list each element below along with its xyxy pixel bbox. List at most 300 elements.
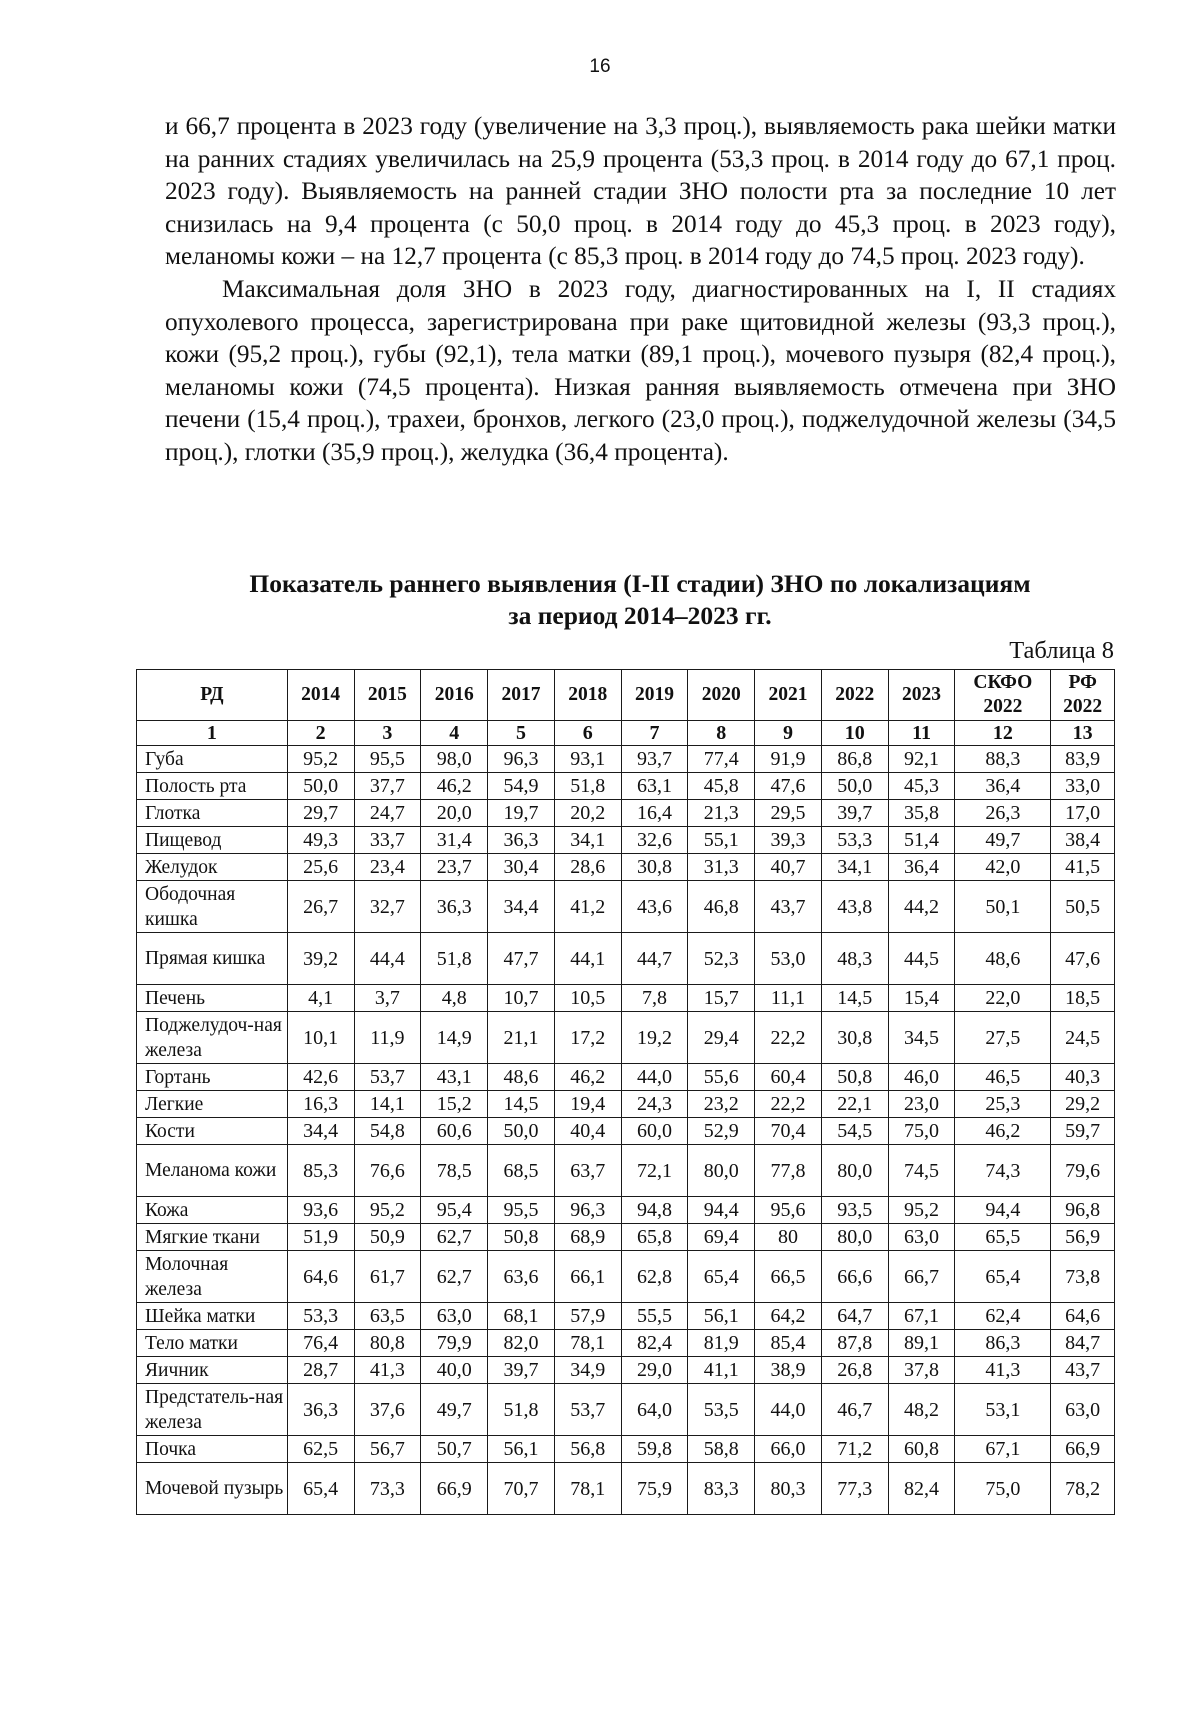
table-cell: 23,0 — [888, 1091, 955, 1118]
header-col-13: РФ 2022 — [1051, 670, 1115, 721]
table-cell: 91,9 — [755, 746, 822, 773]
table-row — [137, 1357, 1115, 1384]
table-cell: 77,4 — [688, 746, 755, 773]
table-cell: 67,1 — [955, 1436, 1051, 1463]
table-cell: 95,5 — [488, 1197, 555, 1224]
table-cell: 63,0 — [1051, 1384, 1115, 1436]
column-number: 5 — [488, 721, 555, 746]
header-col-12: СКФО 2022 — [955, 670, 1051, 721]
table-body — [137, 746, 1115, 1515]
localization-name: Кости — [137, 1118, 288, 1145]
table-cell: 95,2 — [888, 1197, 955, 1224]
table-cell: 79,6 — [1051, 1145, 1115, 1197]
table-cell: 63,0 — [421, 1303, 488, 1330]
table-cell: 47,6 — [755, 773, 822, 800]
table-cell: 61,7 — [354, 1251, 421, 1303]
table-cell: 68,5 — [488, 1145, 555, 1197]
table-cell: 26,3 — [955, 800, 1051, 827]
table-cell: 66,7 — [888, 1251, 955, 1303]
table-cell: 64,6 — [287, 1251, 354, 1303]
table-cell: 63,6 — [488, 1251, 555, 1303]
localization-name: Легкие — [137, 1091, 288, 1118]
table-cell: 40,0 — [421, 1357, 488, 1384]
localization-name: Шейка матки — [137, 1303, 288, 1330]
table-cell: 93,1 — [554, 746, 621, 773]
table-cell: 51,8 — [421, 933, 488, 985]
table-cell: 65,4 — [287, 1463, 354, 1515]
table-cell: 53,1 — [955, 1384, 1051, 1436]
table-cell: 52,3 — [688, 933, 755, 985]
table-cell: 62,5 — [287, 1436, 354, 1463]
table-cell: 30,8 — [821, 1012, 888, 1064]
table-cell: 46,7 — [821, 1384, 888, 1436]
table-cell: 43,1 — [421, 1064, 488, 1091]
table-cell: 50,5 — [1051, 881, 1115, 933]
table-cell: 68,9 — [554, 1224, 621, 1251]
table-cell: 26,7 — [287, 881, 354, 933]
table-cell: 43,7 — [755, 881, 822, 933]
table-cell: 25,3 — [955, 1091, 1051, 1118]
table-cell: 62,7 — [421, 1251, 488, 1303]
table-cell: 49,7 — [955, 827, 1051, 854]
table-cell: 82,4 — [888, 1463, 955, 1515]
table-cell: 95,5 — [354, 746, 421, 773]
table-cell: 29,0 — [621, 1357, 688, 1384]
table-cell: 24,7 — [354, 800, 421, 827]
table-cell: 96,3 — [554, 1197, 621, 1224]
table-cell: 85,3 — [287, 1145, 354, 1197]
table-cell: 14,9 — [421, 1012, 488, 1064]
localization-name: Почка — [137, 1436, 288, 1463]
table-cell: 41,3 — [955, 1357, 1051, 1384]
table-cell: 46,8 — [688, 881, 755, 933]
table-cell: 46,2 — [955, 1118, 1051, 1145]
table-cell: 42,0 — [955, 854, 1051, 881]
table-cell: 94,4 — [688, 1197, 755, 1224]
table-cell: 48,2 — [888, 1384, 955, 1436]
table-column-numbers-row — [137, 721, 1115, 746]
table-cell: 18,5 — [1051, 985, 1115, 1012]
table-cell: 19,7 — [488, 800, 555, 827]
table-cell: 39,3 — [755, 827, 822, 854]
table-cell: 95,2 — [354, 1197, 421, 1224]
table-cell: 40,7 — [755, 854, 822, 881]
header-col-3: 2015 — [354, 670, 421, 721]
table-cell: 30,8 — [621, 854, 688, 881]
localization-name: Мягкие ткани — [137, 1224, 288, 1251]
table-cell: 94,4 — [955, 1197, 1051, 1224]
table-cell: 41,1 — [688, 1357, 755, 1384]
table-cell: 15,7 — [688, 985, 755, 1012]
table-cell: 27,5 — [955, 1012, 1051, 1064]
table-cell: 34,1 — [821, 854, 888, 881]
column-number: 8 — [688, 721, 755, 746]
table-cell: 46,2 — [421, 773, 488, 800]
table-cell: 46,2 — [554, 1064, 621, 1091]
table-cell: 48,6 — [488, 1064, 555, 1091]
table-cell: 78,1 — [554, 1330, 621, 1357]
table-cell: 49,3 — [287, 827, 354, 854]
table-cell: 50,8 — [488, 1224, 555, 1251]
table-cell: 29,5 — [755, 800, 822, 827]
table-cell: 73,3 — [354, 1463, 421, 1515]
table-cell: 89,1 — [888, 1330, 955, 1357]
table-cell: 46,0 — [888, 1064, 955, 1091]
table-cell: 45,3 — [888, 773, 955, 800]
table-cell: 66,5 — [755, 1251, 822, 1303]
table-cell: 56,7 — [354, 1436, 421, 1463]
table-row — [137, 854, 1115, 881]
table-cell: 46,5 — [955, 1064, 1051, 1091]
table-cell: 44,0 — [755, 1384, 822, 1436]
table-row — [137, 881, 1115, 933]
column-number: 9 — [755, 721, 822, 746]
table-cell: 36,4 — [888, 854, 955, 881]
table-cell: 29,4 — [688, 1012, 755, 1064]
table-cell: 39,7 — [488, 1357, 555, 1384]
table-cell: 50,1 — [955, 881, 1051, 933]
table-cell: 50,0 — [488, 1118, 555, 1145]
table-title-line-1: Показатель раннего выявления (I-II стадии) ЗНО по локализациям — [249, 569, 1031, 598]
table-cell: 53,7 — [354, 1064, 421, 1091]
table-cell: 83,3 — [688, 1463, 755, 1515]
table-cell: 11,9 — [354, 1012, 421, 1064]
table-cell: 22,2 — [755, 1012, 822, 1064]
table-cell: 52,9 — [688, 1118, 755, 1145]
table-cell: 50,0 — [821, 773, 888, 800]
table-cell: 76,6 — [354, 1145, 421, 1197]
table-cell: 45,8 — [688, 773, 755, 800]
page-number: 16 — [589, 56, 611, 77]
table-cell: 43,8 — [821, 881, 888, 933]
localization-name: Полость рта — [137, 773, 288, 800]
table-cell: 80,0 — [821, 1145, 888, 1197]
table-cell: 50,7 — [421, 1436, 488, 1463]
column-number: 7 — [621, 721, 688, 746]
table-cell: 40,4 — [554, 1118, 621, 1145]
table-cell: 65,4 — [688, 1251, 755, 1303]
table-cell: 64,6 — [1051, 1303, 1115, 1330]
table-cell: 69,4 — [688, 1224, 755, 1251]
table-cell: 71,2 — [821, 1436, 888, 1463]
table-cell: 84,7 — [1051, 1330, 1115, 1357]
header-region: РД — [137, 670, 288, 721]
table-cell: 66,0 — [755, 1436, 822, 1463]
header-col-4: 2016 — [421, 670, 488, 721]
table-cell: 54,9 — [488, 773, 555, 800]
table-row — [137, 1303, 1115, 1330]
header-col-5: 2017 — [488, 670, 555, 721]
table-row — [137, 1251, 1115, 1303]
table-row — [137, 1064, 1115, 1091]
table-cell: 14,1 — [354, 1091, 421, 1118]
table-cell: 74,3 — [955, 1145, 1051, 1197]
table-cell: 58,8 — [688, 1436, 755, 1463]
table-cell: 3,7 — [354, 985, 421, 1012]
localization-name: Печень — [137, 985, 288, 1012]
table-cell: 34,4 — [488, 881, 555, 933]
table-cell: 59,7 — [1051, 1118, 1115, 1145]
table-cell: 66,9 — [421, 1463, 488, 1515]
table-row — [137, 746, 1115, 773]
table-cell: 4,8 — [421, 985, 488, 1012]
table-cell: 76,4 — [287, 1330, 354, 1357]
table-row — [137, 1224, 1115, 1251]
table-cell: 34,9 — [554, 1357, 621, 1384]
table-cell: 19,2 — [621, 1012, 688, 1064]
table-cell: 4,1 — [287, 985, 354, 1012]
table-cell: 43,6 — [621, 881, 688, 933]
table-cell: 80,8 — [354, 1330, 421, 1357]
column-number: 1 — [137, 721, 288, 746]
table-cell: 49,7 — [421, 1384, 488, 1436]
table-cell: 63,0 — [888, 1224, 955, 1251]
table-cell: 21,1 — [488, 1012, 555, 1064]
table-cell: 37,7 — [354, 773, 421, 800]
localization-name: Меланома кожи — [137, 1145, 288, 1197]
table-cell: 60,4 — [755, 1064, 822, 1091]
paragraph-continuation: и 66,7 процента в 2023 году (увеличение на 3,3 проц.), выявляемость рака шейки матки на ранних стадиях увеличилась на 25,9 процента (53,3 проц. в 2014 году до 67,1 проц. 2023 году). Выявляемость на ранней стадии ЗНО полости рта за последние 10 лет снизилась на 9,4 процента (с 50,0 проц. в 2014 году до 45,3 проц. в 2023 году), меланомы кожи – на 12,7 процента (с 85,3 проц. в 2014 году до 74,5 проц. 2023 году). — [165, 112, 1116, 271]
table-cell: 28,7 — [287, 1357, 354, 1384]
table-cell: 48,3 — [821, 933, 888, 985]
table-cell: 53,7 — [554, 1384, 621, 1436]
table-cell: 86,3 — [955, 1330, 1051, 1357]
table-label: Таблица 8 — [1009, 637, 1114, 664]
table-cell: 20,0 — [421, 800, 488, 827]
localization-name: Ободочная кишка — [137, 881, 288, 933]
localization-name: Мочевой пузырь — [137, 1463, 288, 1515]
localization-name: Молочная железа — [137, 1251, 288, 1303]
table-row — [137, 1436, 1115, 1463]
table-cell: 44,4 — [354, 933, 421, 985]
table-cell: 50,9 — [354, 1224, 421, 1251]
table-cell: 30,4 — [488, 854, 555, 881]
table-cell: 15,2 — [421, 1091, 488, 1118]
table-cell: 75,0 — [955, 1463, 1051, 1515]
table-cell: 64,0 — [621, 1384, 688, 1436]
table-cell: 66,9 — [1051, 1436, 1115, 1463]
table-row — [137, 827, 1115, 854]
localization-name: Тело матки — [137, 1330, 288, 1357]
table-cell: 80,0 — [688, 1145, 755, 1197]
table-cell: 56,9 — [1051, 1224, 1115, 1251]
table-cell: 28,6 — [554, 854, 621, 881]
table-cell: 53,3 — [287, 1303, 354, 1330]
table-cell: 79,9 — [421, 1330, 488, 1357]
header-col-11: 2023 — [888, 670, 955, 721]
table-cell: 10,5 — [554, 985, 621, 1012]
table-cell: 59,8 — [621, 1436, 688, 1463]
table-cell: 15,4 — [888, 985, 955, 1012]
table-cell: 47,6 — [1051, 933, 1115, 985]
table-cell: 37,6 — [354, 1384, 421, 1436]
table-row — [137, 1384, 1115, 1436]
column-number: 6 — [554, 721, 621, 746]
table-cell: 55,1 — [688, 827, 755, 854]
table-cell: 70,7 — [488, 1463, 555, 1515]
table-title — [150, 568, 1130, 632]
table-cell: 81,9 — [688, 1330, 755, 1357]
header-col-6: 2018 — [554, 670, 621, 721]
table-cell: 41,5 — [1051, 854, 1115, 881]
table-cell: 96,3 — [488, 746, 555, 773]
table-cell: 43,7 — [1051, 1357, 1115, 1384]
table-cell: 63,7 — [554, 1145, 621, 1197]
table-cell: 21,3 — [688, 800, 755, 827]
table-cell: 24,5 — [1051, 1012, 1115, 1064]
table-title-line-2: за период 2014–2023 гг. — [508, 601, 772, 630]
table-cell: 36,3 — [488, 827, 555, 854]
table-cell: 66,6 — [821, 1251, 888, 1303]
table-cell: 37,8 — [888, 1357, 955, 1384]
table-cell: 98,0 — [421, 746, 488, 773]
table-cell: 72,1 — [621, 1145, 688, 1197]
table-cell: 16,3 — [287, 1091, 354, 1118]
table-cell: 80 — [755, 1224, 822, 1251]
table-cell: 65,8 — [621, 1224, 688, 1251]
header-col-10: 2022 — [821, 670, 888, 721]
table-cell: 51,8 — [488, 1384, 555, 1436]
table-header-row — [137, 670, 1115, 721]
table-cell: 47,7 — [488, 933, 555, 985]
table-row — [137, 1463, 1115, 1515]
table-cell: 93,5 — [821, 1197, 888, 1224]
table-cell: 60,0 — [621, 1118, 688, 1145]
table-row — [137, 985, 1115, 1012]
table-cell: 44,0 — [621, 1064, 688, 1091]
localization-name: Губа — [137, 746, 288, 773]
body-text — [165, 110, 1116, 469]
table-cell: 54,8 — [354, 1118, 421, 1145]
table-cell: 56,1 — [688, 1303, 755, 1330]
localization-name: Желудок — [137, 854, 288, 881]
table-cell: 31,4 — [421, 827, 488, 854]
table-cell: 29,7 — [287, 800, 354, 827]
table-cell: 34,1 — [554, 827, 621, 854]
table-cell: 38,4 — [1051, 827, 1115, 854]
table-cell: 66,1 — [554, 1251, 621, 1303]
table-cell: 85,4 — [755, 1330, 822, 1357]
table-cell: 70,4 — [755, 1118, 822, 1145]
table-cell: 56,1 — [488, 1436, 555, 1463]
table-cell: 60,6 — [421, 1118, 488, 1145]
table-cell: 51,9 — [287, 1224, 354, 1251]
table-cell: 65,5 — [955, 1224, 1051, 1251]
table-cell: 22,0 — [955, 985, 1051, 1012]
table-cell: 38,9 — [755, 1357, 822, 1384]
table-cell: 73,8 — [1051, 1251, 1115, 1303]
localization-name: Предстатель-ная железа — [137, 1384, 288, 1436]
table-cell: 57,9 — [554, 1303, 621, 1330]
table-cell: 68,1 — [488, 1303, 555, 1330]
table-cell: 34,5 — [888, 1012, 955, 1064]
table-cell: 50,0 — [287, 773, 354, 800]
table-cell: 51,4 — [888, 827, 955, 854]
table-cell: 53,3 — [821, 827, 888, 854]
table-cell: 39,7 — [821, 800, 888, 827]
table-cell: 23,4 — [354, 854, 421, 881]
column-number: 12 — [955, 721, 1051, 746]
table-cell: 17,0 — [1051, 800, 1115, 827]
table-cell: 75,9 — [621, 1463, 688, 1515]
table-cell: 26,8 — [821, 1357, 888, 1384]
table-cell: 44,7 — [621, 933, 688, 985]
localization-name: Пищевод — [137, 827, 288, 854]
table-cell: 33,0 — [1051, 773, 1115, 800]
column-number: 4 — [421, 721, 488, 746]
localization-name: Яичник — [137, 1357, 288, 1384]
table-cell: 41,3 — [354, 1357, 421, 1384]
table-cell: 87,8 — [821, 1330, 888, 1357]
column-number: 3 — [354, 721, 421, 746]
table-row — [137, 1330, 1115, 1357]
column-number: 11 — [888, 721, 955, 746]
table-cell: 82,0 — [488, 1330, 555, 1357]
table-cell: 42,6 — [287, 1064, 354, 1091]
table-cell: 77,8 — [755, 1145, 822, 1197]
table-cell: 36,3 — [421, 881, 488, 933]
table-cell: 60,8 — [888, 1436, 955, 1463]
table-cell: 78,1 — [554, 1463, 621, 1515]
table-cell: 93,7 — [621, 746, 688, 773]
table-cell: 44,5 — [888, 933, 955, 985]
table-row — [137, 1091, 1115, 1118]
table-cell: 10,1 — [287, 1012, 354, 1064]
table-cell: 20,2 — [554, 800, 621, 827]
table-cell: 64,2 — [755, 1303, 822, 1330]
table-cell: 19,4 — [554, 1091, 621, 1118]
table-row — [137, 933, 1115, 985]
table-cell: 22,1 — [821, 1091, 888, 1118]
table-cell: 92,1 — [888, 746, 955, 773]
table-cell: 78,2 — [1051, 1463, 1115, 1515]
table-cell: 10,7 — [488, 985, 555, 1012]
table-cell: 75,0 — [888, 1118, 955, 1145]
table-cell: 96,8 — [1051, 1197, 1115, 1224]
paragraph-max-share: Максимальная доля ЗНО в 2023 году, диагностированных на I, II стадиях опухолевого процесса, зарегистрирована при раке щитовидной железы (93,3 проц.), кожи (95,2 проц.), губы (92,1), тела матки (89,1 проц.), мочевого пузыря (82,4 проц.), меланомы кожи (74,5 процента). Низкая ранняя выявляемость отмечена при ЗНО печени (15,4 проц.), трахеи, бронхов, легкого (23,0 проц.), поджелудочной железы (34,5 проц.), глотки (35,9 проц.), желудка (36,4 процента). — [165, 274, 1116, 466]
table-cell: 35,8 — [888, 800, 955, 827]
localization-name: Прямая кишка — [137, 933, 288, 985]
table-cell: 63,1 — [621, 773, 688, 800]
header-col-8: 2020 — [688, 670, 755, 721]
table-cell: 86,8 — [821, 746, 888, 773]
column-number: 10 — [821, 721, 888, 746]
table-cell: 62,4 — [955, 1303, 1051, 1330]
table-cell: 50,8 — [821, 1064, 888, 1091]
table-row — [137, 1118, 1115, 1145]
column-number: 2 — [287, 721, 354, 746]
table-cell: 62,7 — [421, 1224, 488, 1251]
table-cell: 93,6 — [287, 1197, 354, 1224]
table-cell: 53,5 — [688, 1384, 755, 1436]
table-cell: 48,6 — [955, 933, 1051, 985]
table-row — [137, 1145, 1115, 1197]
table-cell: 95,4 — [421, 1197, 488, 1224]
table-cell: 34,4 — [287, 1118, 354, 1145]
table-cell: 88,3 — [955, 746, 1051, 773]
table-row — [137, 1012, 1115, 1064]
localization-name: Гортань — [137, 1064, 288, 1091]
table-cell: 16,4 — [621, 800, 688, 827]
table-row — [137, 800, 1115, 827]
table-cell: 32,7 — [354, 881, 421, 933]
table-cell: 78,5 — [421, 1145, 488, 1197]
table-cell: 74,5 — [888, 1145, 955, 1197]
table-cell: 67,1 — [888, 1303, 955, 1330]
table-cell: 29,2 — [1051, 1091, 1115, 1118]
table-row — [137, 1197, 1115, 1224]
table-cell: 41,2 — [554, 881, 621, 933]
